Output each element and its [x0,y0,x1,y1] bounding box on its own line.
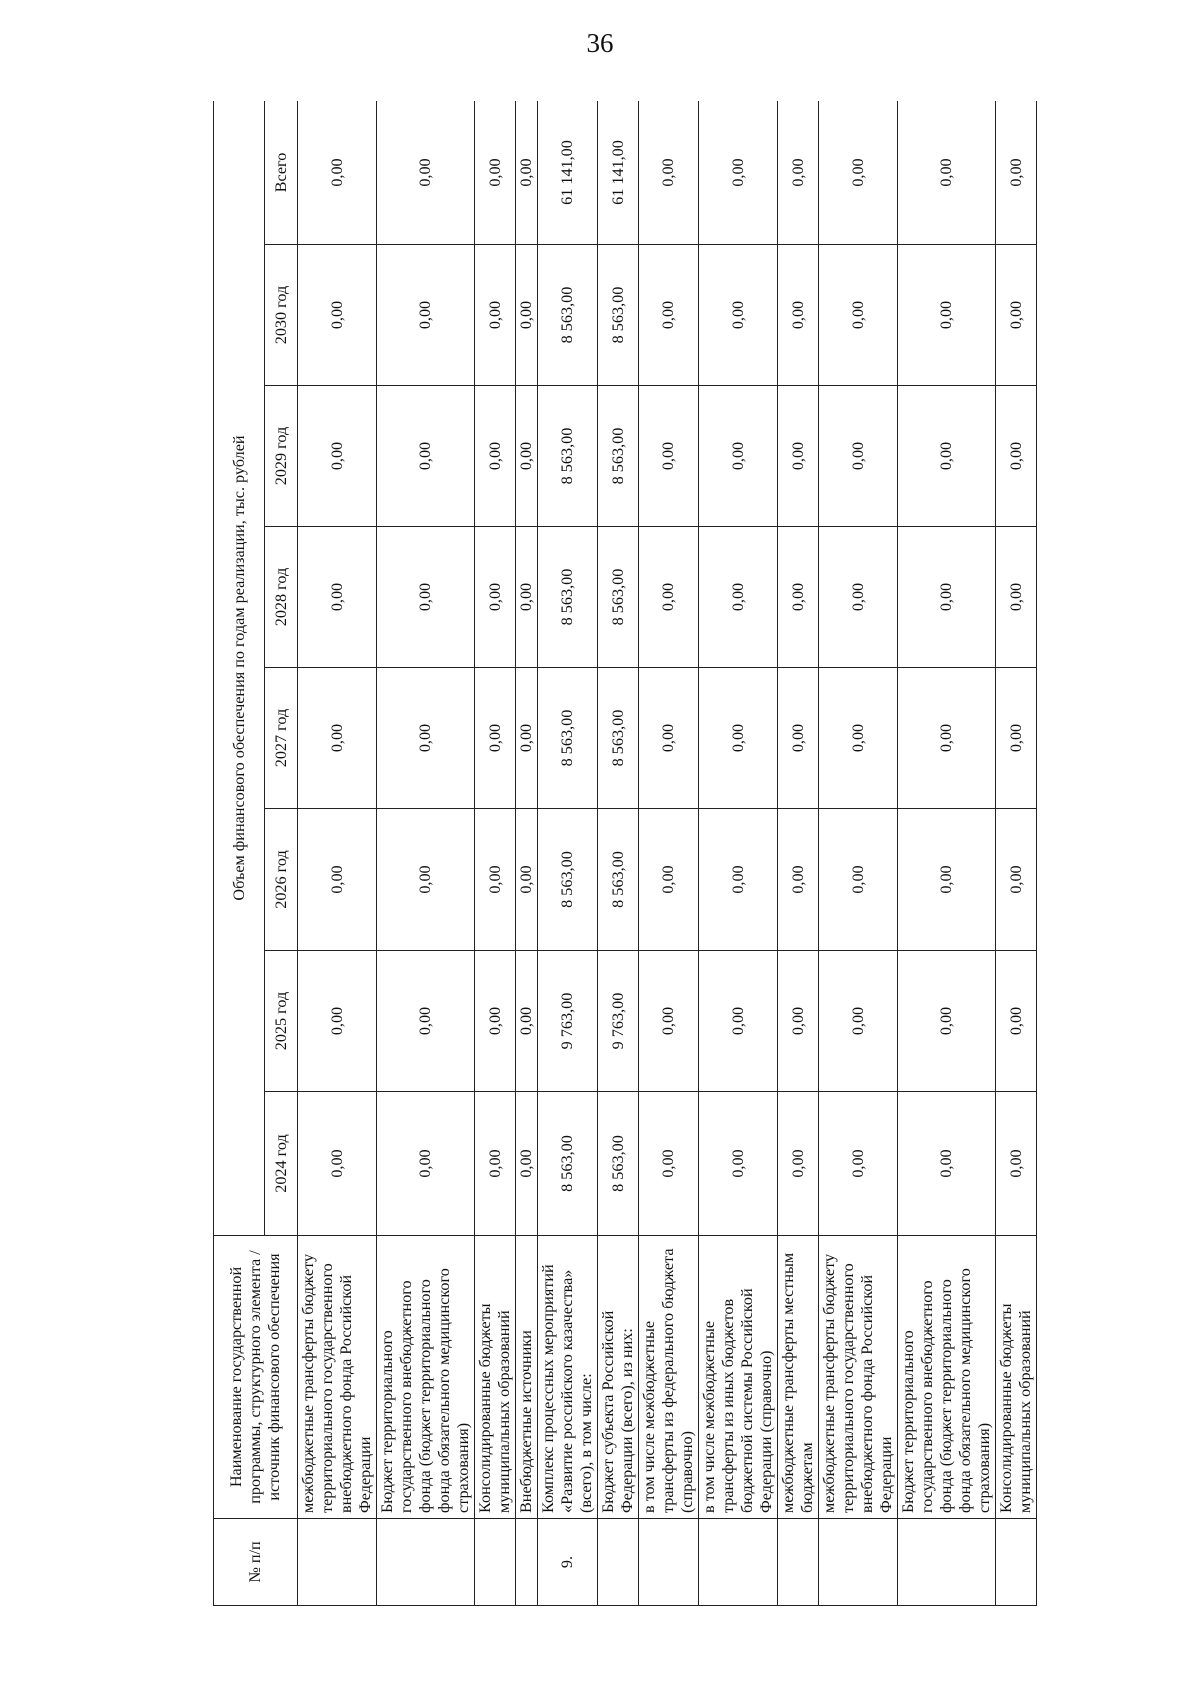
row-total: 61 141,00 [598,101,639,245]
row-value: 0,00 [516,386,538,527]
row-value: 0,00 [819,668,898,809]
row-value: 0,00 [516,951,538,1092]
row-total: 0,00 [898,101,996,245]
row-value: 0,00 [639,1092,699,1236]
row-number [778,1519,819,1606]
row-value: 0,00 [699,809,778,951]
row-value: 0,00 [298,527,377,668]
row-name: межбюджетные трансферты местным бюджетам [778,1236,819,1519]
row-value: 0,00 [898,245,996,386]
row-value: 0,00 [298,1092,377,1236]
row-value: 8 563,00 [598,809,639,951]
table-row [639,101,699,1606]
row-number [699,1519,778,1606]
row-name: межбюджетные трансферты бюджету территориального государственного внебюджетного фонда Российской Федерации [298,1236,377,1519]
row-name: Консолидированные бюджеты муниципальных образований [996,1236,1037,1519]
row-number [819,1519,898,1606]
row-value: 0,00 [699,527,778,668]
row-value: 0,00 [639,951,699,1092]
row-value: 0,00 [639,527,699,668]
row-value: 0,00 [516,1092,538,1236]
row-value: 0,00 [377,668,475,809]
row-value: 0,00 [377,951,475,1092]
row-total: 0,00 [377,101,475,245]
page-number: 36 [586,28,614,58]
table-row [898,101,996,1606]
row-value: 0,00 [516,245,538,386]
row-value: 8 563,00 [538,1092,598,1236]
row-value: 0,00 [639,386,699,527]
row-value: 0,00 [898,386,996,527]
row-value: 0,00 [475,1092,516,1236]
row-number [996,1519,1037,1606]
row-value: 0,00 [699,951,778,1092]
table-row [699,101,778,1606]
row-value: 0,00 [996,1092,1037,1236]
row-value: 0,00 [898,1092,996,1236]
header-year: 2028 год [265,527,298,668]
row-value: 0,00 [898,527,996,668]
row-value: 0,00 [699,1092,778,1236]
row-number [639,1519,699,1606]
row-name: в том числе межбюджетные трансферты из иных бюджетов бюджетной системы Российской Федерации (справочно) [699,1236,778,1519]
table-row [598,101,639,1606]
row-total: 0,00 [819,101,898,245]
row-value: 0,00 [377,245,475,386]
row-value: 0,00 [475,668,516,809]
row-value: 0,00 [639,668,699,809]
table-row [538,101,598,1606]
row-value: 8 563,00 [598,668,639,809]
row-number [898,1519,996,1606]
header-year: 2030 год [265,245,298,386]
row-value: 8 563,00 [538,668,598,809]
row-value: 0,00 [475,951,516,1092]
header-year: 2026 год [265,809,298,951]
row-total: 0,00 [475,101,516,245]
row-number [475,1519,516,1606]
row-number [598,1519,639,1606]
header-name: Наименование государственной программы, структурного элемента / источник финансового обеспечения [214,1236,298,1519]
row-value: 0,00 [699,668,778,809]
row-value: 0,00 [898,951,996,1092]
row-name: Комплекс процессных мероприятий «Развитие российского казачества» (всего), в том числе: [538,1236,598,1519]
row-number [516,1519,538,1606]
row-name: межбюджетные трансферты бюджету территориального государственного внебюджетного фонда Российской Федерации [819,1236,898,1519]
row-number [298,1519,377,1606]
row-value: 8 563,00 [598,527,639,668]
row-value: 0,00 [699,386,778,527]
row-value: 0,00 [819,951,898,1092]
table-body [298,101,1037,1606]
row-value: 0,00 [377,527,475,668]
header-year: 2025 год [265,951,298,1092]
row-total: 0,00 [639,101,699,245]
header-group: Объем финансового обеспечения по годам реализации, тыс. рублей [214,101,265,1236]
row-value: 0,00 [516,668,538,809]
table-row [819,101,898,1606]
header-total: Всего [265,101,298,245]
row-value: 0,00 [298,668,377,809]
table-row [475,101,516,1606]
row-value: 0,00 [475,809,516,951]
row-total: 0,00 [298,101,377,245]
header-year: 2029 год [265,386,298,527]
row-value: 9 763,00 [538,951,598,1092]
row-value: 8 563,00 [538,386,598,527]
header-num: № п/п [214,1519,298,1606]
table-row [377,101,475,1606]
row-name: в том числе межбюджетные трансферты из федерального бюджета (справочно) [639,1236,699,1519]
row-value: 0,00 [778,951,819,1092]
financing-table [213,101,1037,1606]
rotated-table-frame [213,101,1113,1606]
row-value: 0,00 [778,1092,819,1236]
row-value: 0,00 [377,1092,475,1236]
row-value: 0,00 [639,809,699,951]
row-value: 0,00 [516,527,538,668]
row-value: 0,00 [996,668,1037,809]
row-value: 0,00 [819,527,898,668]
row-value: 8 563,00 [598,386,639,527]
row-value: 0,00 [819,245,898,386]
row-value: 0,00 [377,386,475,527]
row-value: 0,00 [996,527,1037,668]
row-value: 0,00 [778,386,819,527]
row-name: Консолидированные бюджеты муниципальных образований [475,1236,516,1519]
header-year: 2027 год [265,668,298,809]
row-name: Бюджет субъекта Российской Федерации (всего), из них: [598,1236,639,1519]
table-row [778,101,819,1606]
row-value: 8 563,00 [538,527,598,668]
row-value: 0,00 [377,809,475,951]
row-value: 0,00 [819,1092,898,1236]
row-value: 0,00 [639,245,699,386]
header-year: 2024 год [265,1092,298,1236]
row-value: 0,00 [996,245,1037,386]
row-value: 0,00 [298,386,377,527]
row-value: 0,00 [778,527,819,668]
row-value: 0,00 [475,245,516,386]
row-value: 0,00 [778,668,819,809]
row-value: 0,00 [778,245,819,386]
row-value: 8 563,00 [538,809,598,951]
row-value: 0,00 [819,386,898,527]
row-value: 8 563,00 [598,1092,639,1236]
row-value: 0,00 [298,809,377,951]
row-value: 0,00 [699,245,778,386]
row-value: 0,00 [298,245,377,386]
row-total: 0,00 [778,101,819,245]
row-name: Бюджет территориального государственного внебюджетного фонда (бюджет территориального фонда обязательного медицинского страхования) [377,1236,475,1519]
row-value: 0,00 [475,386,516,527]
row-value: 0,00 [898,809,996,951]
row-number: 9. [538,1519,598,1606]
row-value: 9 763,00 [598,951,639,1092]
row-value: 0,00 [996,809,1037,951]
row-value: 0,00 [516,809,538,951]
row-value: 0,00 [898,668,996,809]
row-name: Бюджет территориального государственного внебюджетного фонда (бюджет территориального фонда обязательного медицинского страхования) [898,1236,996,1519]
table-row [516,101,538,1606]
row-number [377,1519,475,1606]
row-value: 0,00 [996,951,1037,1092]
row-value: 0,00 [475,527,516,668]
row-total: 61 141,00 [538,101,598,245]
row-value: 8 563,00 [598,245,639,386]
row-total: 0,00 [699,101,778,245]
row-total: 0,00 [996,101,1037,245]
row-value: 0,00 [298,951,377,1092]
row-total: 0,00 [516,101,538,245]
table-row [298,101,377,1606]
row-value: 0,00 [819,809,898,951]
row-name: Внебюджетные источники [516,1236,538,1519]
row-value: 0,00 [996,386,1037,527]
row-value: 8 563,00 [538,245,598,386]
table-row [996,101,1037,1606]
row-value: 0,00 [778,809,819,951]
rotated-table-container [213,101,1113,1606]
